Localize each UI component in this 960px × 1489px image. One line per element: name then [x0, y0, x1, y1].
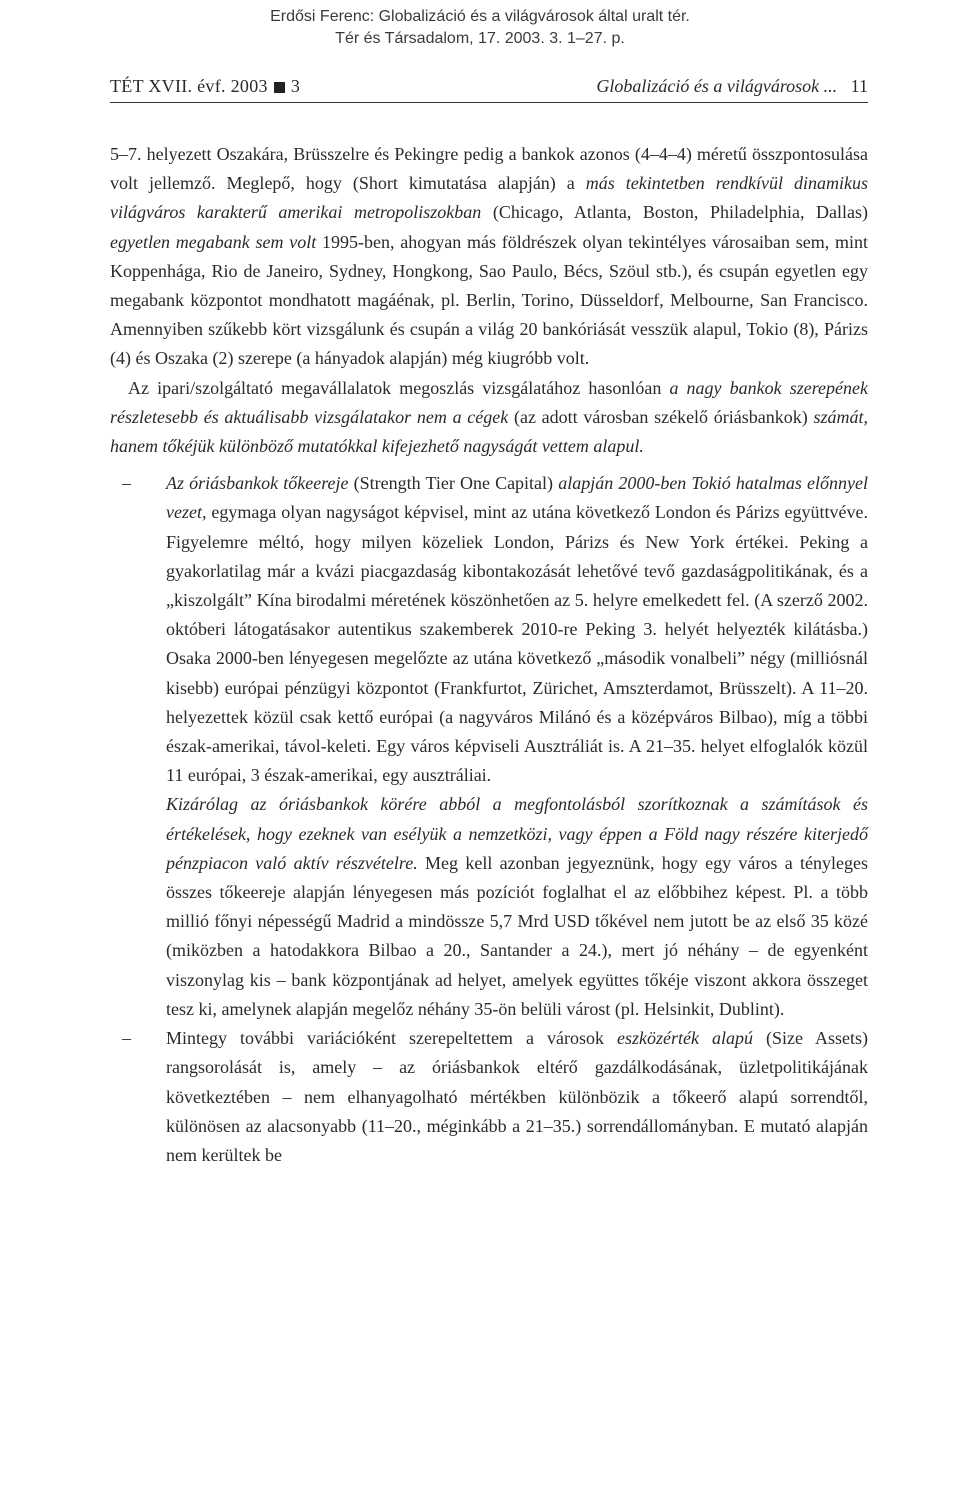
journal-label: TÉT XVII. évf. 2003 [110, 76, 268, 96]
paragraph-1: 5–7. helyezett Oszakára, Brüsszelre és Pekingre pedig a bankok azonos (4–4–4) méretű összpontosulása volt jellemző. Meglepő, hogy (Short kimutatása alapján) a más tekintetben rendkívül dinamikus világváros karakterű amerikai metropoliszokban (Chicago, Atlanta, Boston, Philadelphia, Dallas) egyetlen megabank sem volt 1995-ben, ahogyan más földrészek olyan tekintélyes városaiban sem, mint Koppenhága, Rio de Janeiro, Sydney, Hongkong, Sao Paulo, Bécs, Szöul stb.), és csupán egyetlen egy megabank központot mondhatott magáénak, pl. Berlin, Torino, Düsseldorf, Melbourne, San Francisco. Amennyiben szűkebb kört vizsgálunk és csupán a világ 20 bankóriását vesszük alapul, Tokio (8), Párizs (4) és Oszaka (2) szerepe (a hányadok alapján) még kiugróbb volt. [110, 144, 868, 369]
bullet-continuation: Kizárólag az óriásbankok körére abból a megfontolásból szorítkoznak a számítások és értékelések, hogy ezeknek van esélyük a nemzetközi, vagy éppen a Föld nagy részére kiterjedő pénzpiacon való aktív részvételre. Meg kell azonban jegyeznünk, hogy egy város a tényleges összes tőkeereje alapján lényegesen más pozíciót foglalhat el az előbbihez képest. Pl. a több millió főnyi népességű Madrid a mindössze 5,7 Mrd USD tőkével nem jutott be az első 35 közé (miközben a hatodakkora Bilbao a 20., Santander a 24.), mert jó néhány – de egyenként viszonylag kis – bank központjának ad helyet, amelyek együttes tőkéje viszont akkora összeget tesz ki, amelynek alapján megelőz néhány 35-ön belüli várost (pl. Helsinkit, Dublint). [166, 794, 868, 1019]
running-head-left [110, 76, 300, 97]
citation-line-1: Erdősi Ferenc: Globalizáció és a világvárosok által uralt tér. [270, 8, 690, 25]
citation-line-2: Tér és Társadalom, 17. 2003. 3. 1–27. p. [335, 30, 625, 47]
page-number: 11 [850, 76, 868, 96]
running-title: Globalizáció és a világvárosok ... [596, 76, 838, 96]
bullet-item-1: – Az óriásbankok tőkeereje (Strength Tier One Capital) alapján 2000-ben Tokió hatalmas előnnyel vezet, egymaga olyan nagyságot képvisel, mint az utána következő London és Párizs együttvéve. Figyelemre méltó, hogy milyen közeliek London, Párizs és New York értékei. Peking a gyakorlatilag már a kvázi piacgazdaság kibontakozását lehetővé tevő gazdaságpolitikának, és a „kiszolgált” Kína birodalmi méretének köszönhetően az 5. helyre emelkedett fel. (A szerző 2002. októberi látogatásakor autentikus szakemberek 2010-re Peking 3. helyét helyezték kilátásba.) Osaka 2000-ben lényegesen megelőzte az utána következő „második vonalbeli” négy (milliósnál kisebb) európai pénzügyi központot (Frankfurtot, Zürichet, Amszterdamot, Brüsszelt). A 11–20. helyezettek közül csak kettő európai (a nagyváros Milánó és a középváros Bilbao), míg a többi észak-amerikai, távol-keleti. Egy város képviseli Ausztráliát is. A 21–35. helyet elfoglalók közül 11 európai, 3 észak-amerikai, egy ausztráliai. [110, 469, 868, 790]
running-head-right [596, 76, 868, 97]
square-icon [274, 82, 285, 93]
paragraph-2: Az ipari/szolgáltató megavállalatok megoszlás vizsgálatához hasonlóan a nagy bankok szerepének részletesebb és aktuálisabb vizsgálatakor nem a cégek (az adott városban székelő óriásbankok) számát, hanem tőkéjük különböző mutatókkal kifejezhető nagyságát vettem alapul. [110, 377, 869, 457]
issue-number: 3 [290, 76, 301, 96]
page-body [110, 140, 868, 1170]
citation-header [0, 6, 960, 50]
bullet-dash: – [122, 473, 131, 494]
bullet-item-2: – Mintegy további variációként szerepeltettem a városok eszközérték alapú (Size Assets) rangsorolását is, amely – az óriásbankok eltérő gazdálkodásának, üzletpolitikájának következtében – nem elhanyagolható mértékben különbözik a tőkeerő alapú sorrendtől, különösen az alacsonyabb (11–20., méginkább a 21–35.) sorrendállományban. E mutató alapján nem kerültek be [110, 1024, 868, 1170]
bullet-dash: – [122, 1028, 131, 1049]
running-head [110, 74, 868, 103]
